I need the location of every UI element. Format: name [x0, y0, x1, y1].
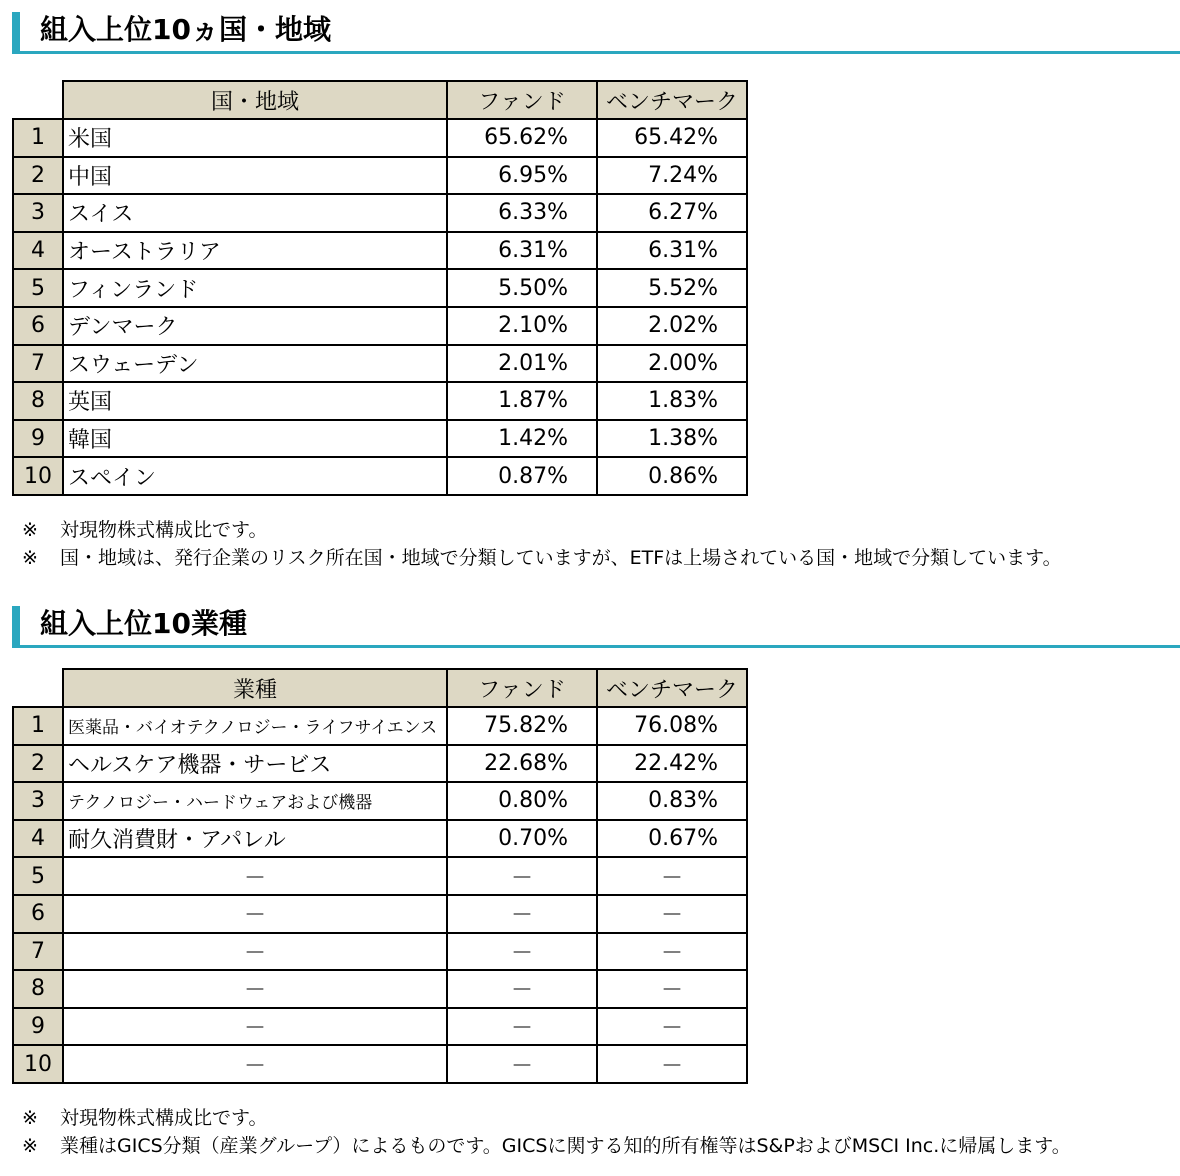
rank-cell: 7 — [13, 345, 63, 383]
benchmark-cell: 6.31% — [597, 232, 747, 270]
name-cell: ヘルスケア機器・サービス — [63, 745, 447, 783]
note-text: 対現物株式構成比です。 — [60, 519, 268, 541]
section-title-industries — [12, 600, 1180, 648]
fund-cell: － — [447, 970, 597, 1008]
section-title-text: 組入上位10業種 — [40, 607, 247, 640]
table-row — [13, 382, 747, 420]
rank-cell: 3 — [13, 782, 63, 820]
name-cell: 英国 — [63, 382, 447, 420]
notes-industries — [22, 1104, 1071, 1160]
table-row — [13, 970, 747, 1008]
note-line — [22, 1132, 1071, 1160]
fund-cell: 75.82% — [447, 707, 597, 745]
table-header-row — [13, 669, 747, 707]
benchmark-cell: 2.00% — [597, 345, 747, 383]
rank-cell: 3 — [13, 194, 63, 232]
fund-cell: － — [447, 933, 597, 971]
fund-cell: － — [447, 895, 597, 933]
table-row — [13, 269, 747, 307]
notes-countries — [22, 516, 1062, 572]
header-blank-cell — [13, 81, 63, 119]
name-cell: 韓国 — [63, 420, 447, 458]
name-cell: 米国 — [63, 119, 447, 157]
table-row — [13, 857, 747, 895]
note-line — [22, 544, 1062, 572]
fund-cell: 2.10% — [447, 307, 597, 345]
benchmark-cell: 7.24% — [597, 157, 747, 195]
benchmark-cell: － — [597, 857, 747, 895]
note-mark: ※ — [22, 547, 38, 569]
fund-cell: － — [447, 857, 597, 895]
table-row — [13, 745, 747, 783]
table-row — [13, 232, 747, 270]
note-mark: ※ — [22, 1107, 38, 1129]
rank-cell: 4 — [13, 820, 63, 858]
benchmark-cell: 1.83% — [597, 382, 747, 420]
rank-cell: 9 — [13, 420, 63, 458]
benchmark-cell: 0.86% — [597, 457, 747, 495]
title-accent-bar — [12, 606, 20, 646]
note-mark: ※ — [22, 519, 38, 541]
fund-cell: 6.31% — [447, 232, 597, 270]
rank-cell: 8 — [13, 970, 63, 1008]
title-accent-bar — [12, 12, 20, 52]
country-ranking-table — [12, 80, 748, 496]
fund-cell: － — [447, 1045, 597, 1083]
section-title-countries — [12, 6, 1180, 54]
name-cell: － — [63, 1045, 447, 1083]
rank-cell: 7 — [13, 933, 63, 971]
benchmark-cell: 22.42% — [597, 745, 747, 783]
benchmark-cell: － — [597, 970, 747, 1008]
table-row — [13, 157, 747, 195]
rank-cell: 6 — [13, 307, 63, 345]
table-row — [13, 1045, 747, 1083]
benchmark-cell: 1.38% — [597, 420, 747, 458]
table-row — [13, 119, 747, 157]
note-text: 対現物株式構成比です。 — [60, 1107, 268, 1129]
header-country: 国・地域 — [63, 81, 447, 119]
section-title-text: 組入上位10ヵ国・地域 — [40, 13, 331, 46]
table-row — [13, 820, 747, 858]
fund-cell: 6.33% — [447, 194, 597, 232]
header-industry: 業種 — [63, 669, 447, 707]
fund-cell: 0.87% — [447, 457, 597, 495]
note-mark: ※ — [22, 1135, 38, 1157]
benchmark-cell: 5.52% — [597, 269, 747, 307]
name-cell: － — [63, 970, 447, 1008]
name-cell: デンマーク — [63, 307, 447, 345]
rank-cell: 1 — [13, 119, 63, 157]
rank-cell: 8 — [13, 382, 63, 420]
name-cell: フィンランド — [63, 269, 447, 307]
rank-cell: 4 — [13, 232, 63, 270]
name-cell: 中国 — [63, 157, 447, 195]
header-fund: ファンド — [447, 81, 597, 119]
name-cell: スペイン — [63, 457, 447, 495]
table-row — [13, 707, 747, 745]
table-row — [13, 1008, 747, 1046]
benchmark-cell: 2.02% — [597, 307, 747, 345]
name-cell: － — [63, 933, 447, 971]
rank-cell: 5 — [13, 857, 63, 895]
fund-cell: 6.95% — [447, 157, 597, 195]
fund-cell: 5.50% — [447, 269, 597, 307]
header-fund: ファンド — [447, 669, 597, 707]
note-text: 業種はGICS分類（産業グループ）によるものです。GICSに関する知的所有権等はS&PおよびMSCI Inc.に帰属します。 — [60, 1135, 1071, 1157]
table-row — [13, 194, 747, 232]
benchmark-cell: － — [597, 895, 747, 933]
table-row — [13, 420, 747, 458]
table-row — [13, 345, 747, 383]
rank-cell: 10 — [13, 1045, 63, 1083]
table-row — [13, 933, 747, 971]
header-benchmark: ベンチマーク — [597, 81, 747, 119]
fund-cell: 1.42% — [447, 420, 597, 458]
benchmark-cell: 0.67% — [597, 820, 747, 858]
name-cell: － — [63, 857, 447, 895]
fund-cell: 22.68% — [447, 745, 597, 783]
name-cell: 耐久消費財・アパレル — [63, 820, 447, 858]
benchmark-cell: － — [597, 1045, 747, 1083]
rank-cell: 1 — [13, 707, 63, 745]
fund-cell: 1.87% — [447, 382, 597, 420]
note-line — [22, 1104, 1071, 1132]
name-cell: － — [63, 895, 447, 933]
table-row — [13, 782, 747, 820]
header-blank-cell — [13, 669, 63, 707]
table-row — [13, 457, 747, 495]
table-header-row — [13, 81, 747, 119]
rank-cell: 10 — [13, 457, 63, 495]
fund-cell: 65.62% — [447, 119, 597, 157]
benchmark-cell: － — [597, 1008, 747, 1046]
name-cell: テクノロジー・ハードウェアおよび機器 — [63, 782, 447, 820]
fund-cell: 0.70% — [447, 820, 597, 858]
fund-cell: － — [447, 1008, 597, 1046]
rank-cell: 5 — [13, 269, 63, 307]
name-cell: 医薬品・バイオテクノロジー・ライフサイエンス — [63, 707, 447, 745]
table-row — [13, 895, 747, 933]
rank-cell: 9 — [13, 1008, 63, 1046]
benchmark-cell: 76.08% — [597, 707, 747, 745]
note-text: 国・地域は、発行企業のリスク所在国・地域で分類していますが、ETFは上場されている国・地域で分類しています。 — [60, 547, 1062, 569]
fund-cell: 2.01% — [447, 345, 597, 383]
note-line — [22, 516, 1062, 544]
rank-cell: 6 — [13, 895, 63, 933]
fund-cell: 0.80% — [447, 782, 597, 820]
benchmark-cell: － — [597, 933, 747, 971]
benchmark-cell: 6.27% — [597, 194, 747, 232]
benchmark-cell: 0.83% — [597, 782, 747, 820]
name-cell: オーストラリア — [63, 232, 447, 270]
header-benchmark: ベンチマーク — [597, 669, 747, 707]
name-cell: スイス — [63, 194, 447, 232]
industry-ranking-table — [12, 668, 748, 1084]
benchmark-cell: 65.42% — [597, 119, 747, 157]
rank-cell: 2 — [13, 745, 63, 783]
table-row — [13, 307, 747, 345]
name-cell: － — [63, 1008, 447, 1046]
rank-cell: 2 — [13, 157, 63, 195]
name-cell: スウェーデン — [63, 345, 447, 383]
